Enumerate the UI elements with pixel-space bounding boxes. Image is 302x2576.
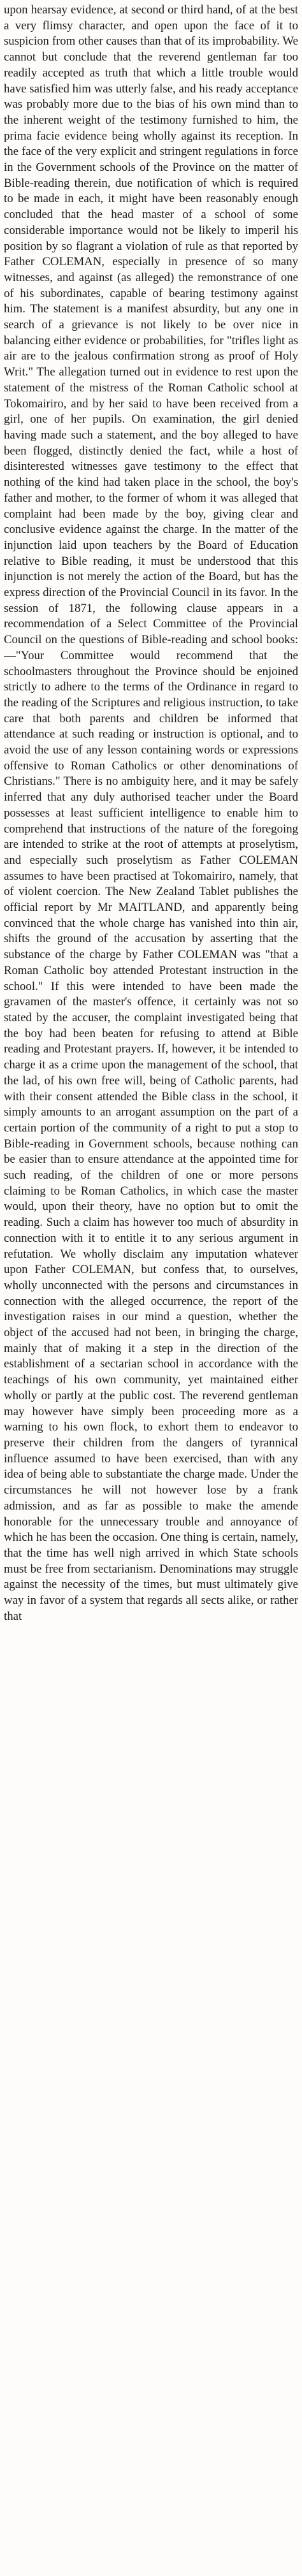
newspaper-article-column <box>4 3 298 2571</box>
article-paragraph: upon hearsay evidence, at second or third hand, of at the best a very flimsy character, and open upon the face of it to suspicion from other causes than that of its improbability. We cannot but conclude that the reverend gentleman far too readily accepted as truth that which a little trouble would have satisfied him was utterly false, and his ready acceptance was probably more due to the bias of his own mind than to the inherent weight of the testimony furnished to him, the prima facie evidence being wholly against its reception. In the face of the very explicit and stringent regulations in force in the Government schools of the Province on the matter of Bible-reading therein, due notification of which is required to be made in each, it might have been reasonably enough concluded that the head master of a school of some considerable importance would not be likely to imperil his position by so flagrant a violation of rule as that reported by Father COLEMAN, especially in presence of so many witnesses, and against (as alleged) the remonstrance of one of his subordinates, capable of bearing testimony against him. The statement is a manifest absurdity, but any one in search of a grievance is not likely to be over nice in balancing either evidence or probabilities, for "trifles light as air are to the jealous confirmation strong as proof of Holy Writ." The allegation turned out in evidence to rest upon the statement of the mistress of the Roman Catholic school at Tokomairiro, and by her said to have been received from a girl, one of her pupils. On examination, the girl denied having made such a statement, and the boy alleged to have been flogged, distinctly denied the fact, while a host of disinterested witnesses gave testimony to the effect that nothing of the kind had taken place in the school, the boy's father and mother, to the former of whom it was alleged that complaint had been made by the boy, giving clear and conclusive evidence against the charge. In the matter of the injunction laid upon teachers by the Board of Education relative to Bible reading, it must be understood that this injunction is not merely the action of the Board, but has the express direction of the Provincial Council in its favor. In the session of 1871, the following clause appears in a recommendation of a Select Committee of the Provincial Council on the questions of Bible-reading and school books:—"Your Committee would recommend that the schoolmasters throughout the Province should be enjoined strictly to adhere to the terms of the Ordinance in regard to the reading of the Scriptures and religious instruction, to take care that both parents and children be informed that attendance at such reading or instruction is optional, and to avoid the use of any lesson containing words or expressions offensive to Roman Catholics or other denominations of Christians." There is no ambiguity here, and it may be safely inferred that any duly authorised teacher under the Board possesses at least sufficient intelligence to enable him to comprehend that instructions of the nature of the foregoing are intended to strike at the root of attempts at proselytism, and especially such proselytism as Father COLEMAN assumes to have been practised at Tokomairiro, namely, that of violent coercion. The New Zealand Tablet publishes the official report by Mr MAITLAND, and apparently being convinced that the whole charge has vanished into thin air, shifts the ground of the accusation by asserting that the substance of the charge by Father COLEMAN was "that a Roman Catholic boy attended Protestant instruction in the school." If this were intended to have been made the gravamen of the master's offence, it certainly was not so stated by the accuser, the complaint investigated being that the boy had been beaten for refusing to attend at Bible reading and Protestant prayers. If, however, it be intended to charge it as a crime upon the management of the school, that the lad, of his own free will, being of Catholic parents, had with their consent attended the Bible class in the school, it simply amounts to an arrogant assumption on the part of a certain portion of the community of a right to put a stop to Bible-reading in Government schools, because nothing can be easier than to ensure attendance at the appointed time for such reading, of the children of one or more persons claiming to be Roman Catholics, in which case the master would, upon their theory, have no option but to omit the reading. Such a claim has however too much of absurdity in connection with it to entitle it to any serious argument in refutation. We wholly disclaim any imputation whatever upon Father COLEMAN, but confess that, to ourselves, wholly unconnected with the persons and circumstances in connection with the alleged occurrence, the report of the investigation raises in our mind a question, whether the object of the accused had not been, in bringing the charge, mainly that of making it a step in the direction of the establishment of a sectarian school in accordance with the teachings of his own community, yet maintained either wholly or partly at the public cost. The reverend gentleman may however have simply been proceeding more as a warning to his own flock, to exhort them to endeavor to preserve their children from the dangers of tyrannical influence assumed to have been exercised, than with any idea of being able to substantiate the charge made. Under the circumstances he will not however lose by a frank admission, and as far as possible to make the amende honorable for the unnecessary trouble and annoyance of which he has been the occasion. One thing is certain, namely, that the time has well nigh arrived in which State schools must be free from sectarianism. Denominations may struggle against the necessity of the times, but must ultimately give way in favor of a system that regards all sects alike, or rather that <box>4 3 298 1623</box>
